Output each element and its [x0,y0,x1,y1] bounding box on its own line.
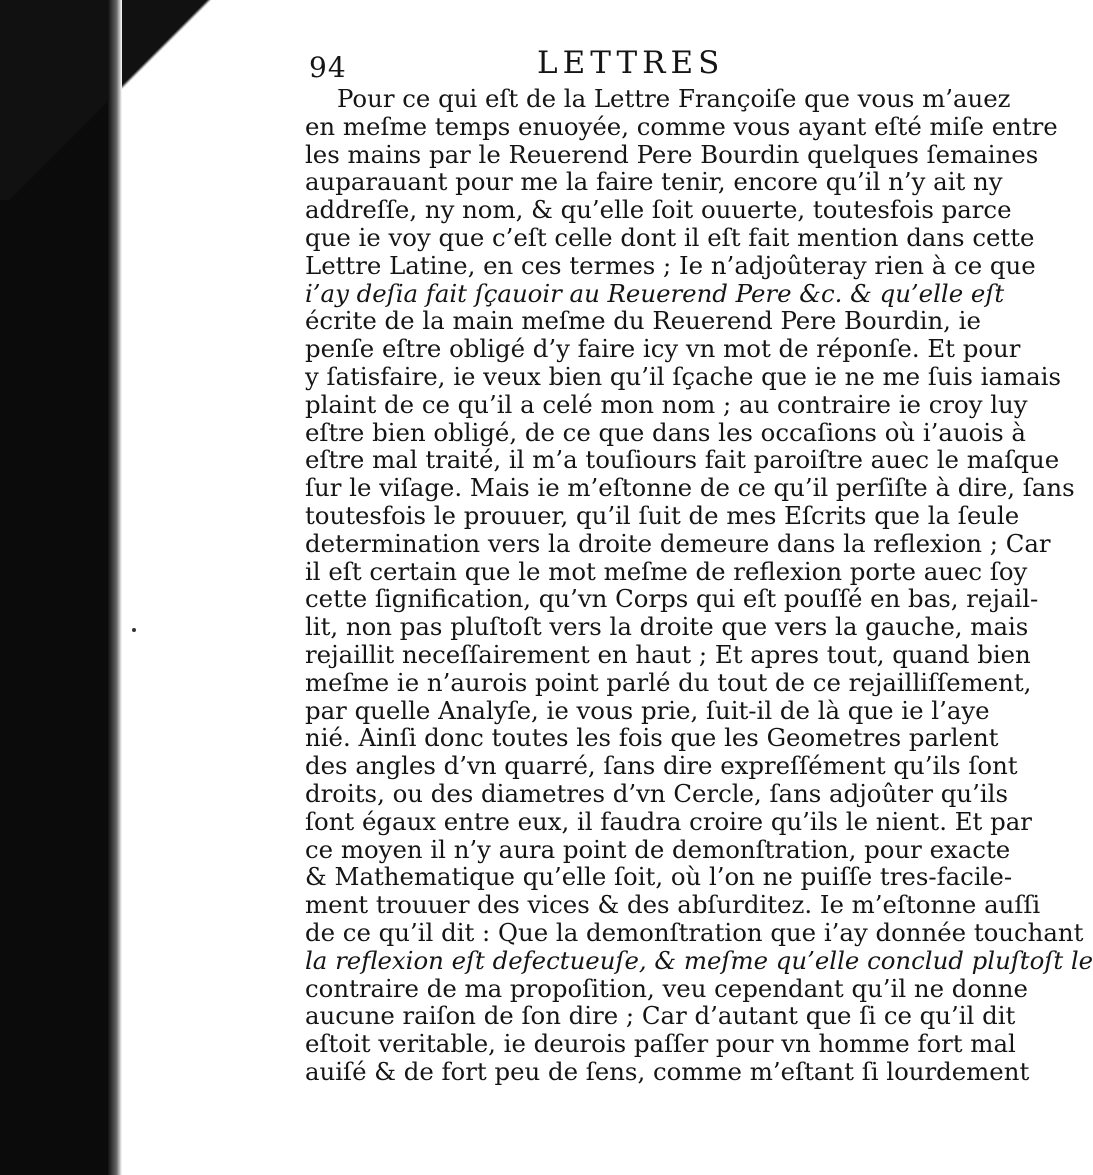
text-line: de ce qu’il dit : Que la demonſtration que i’ay donnée touchant [305,917,1084,947]
text-line: ce moyen il n’y aura point de demonſtration, pour exacte [305,834,1011,864]
text-line: ſur le viſage. Mais ie m’eſtonne de ce qu’il perſiſte à dire, ſans [305,473,1075,503]
text-line: Lettre Latine, en ces termes ; Ie n’adjoûteray rien à ce que [305,250,1036,280]
scan-shadow-corner [0,0,260,200]
text-line: la reflexion eſt defectueuſe, & meſme qu’elle conclud pluſtoſt le [305,945,1093,975]
page-header [305,45,965,85]
text-line: lit, non pas pluſtoſt vers la droite que vers la gauche, mais [305,612,1029,642]
text-line: y ſatisfaire, ie veux bien qu’il ſçache que ie ne me ſuis iamais [305,361,1061,391]
text-line: auiſé & de fort peu de ſens, comme m’eſtant ſi lourdement [305,1056,1030,1086]
text-line: toutesfois le prouuer, qu’il ſuit de mes Eſcrits que la ſeule [305,500,1020,530]
text-line: aucune raiſon de ſon dire ; Car d’autant que ſi ce qu’il dit [305,1001,1016,1031]
text-line: par quelle Analyſe, ie vous prie, ſuit-il de là que ie l’aye [305,695,990,725]
text-line: il eſt certain que le mot meſme de reflexion porte auec ſoy [305,556,1028,586]
text-line: addreſſe, ny nom, & qu’elle ſoit ouuerte, toutesfois parce [305,195,1012,225]
text-line: eſtre mal traité, il m’a touſiours fait paroiſtre auec le maſque [305,445,1060,475]
text-line: nié. Ainſi donc toutes les fois que les Geometres parlent [305,723,999,753]
text-line: des angles d’vn quarré, ſans dire expreſſément qu’ils ſont [305,751,1018,781]
page-number: 94 [309,51,347,84]
text-line: plaint de ce qu’il a celé mon nom ; au contraire ie croy luy [305,389,1028,419]
text-line: cette ſignification, qu’vn Corps qui eſt pouſſé en bas, rejail- [305,584,1039,614]
text-line: Pour ce qui eſt de la Lettre Françoiſe que vous m’auez [337,84,1011,113]
text-line: meſme ie n’aurois point parlé du tout de ce rejailliſſement, [305,667,1032,697]
text-line: i’ay deſia fait ſçauoir au Reuerend Pere &c. & qu’elle eſt [305,278,1005,308]
text-line: eſtre bien obligé, de ce que dans les occaſions où i’auois à [305,417,1026,447]
text-line: droits, ou des diametres d’vn Cercle, ſans adjoûter qu’ils [305,778,1008,808]
text-line: les mains par le Reuerend Pere Bourdin quelques ſemaines [305,139,1039,169]
text-line: & Mathematique qu’elle ſoit, où l’on ne puiſſe tres-facile- [305,862,1013,892]
running-title: LETTRES [537,45,725,81]
body-text [305,84,1093,1086]
text-line: rejaillit neceſſairement en haut ; Et apres tout, quand bien [305,639,1031,669]
text-line: determination vers la droite demeure dans la reflexion ; Car [305,528,1051,558]
text-line: contraire de ma propoſition, veu cependant qu’il ne donne [305,973,1028,1003]
stray-ink-mark [132,628,136,632]
text-line: eſtoit veritable, ie deurois paſſer pour vn homme fort mal [305,1029,1016,1059]
text-block [305,45,1093,1086]
text-line: écrite de la main meſme du Reuerend Pere Bourdin, ie [305,306,981,336]
text-line: en meſme temps enuoyée, comme vous ayant eſté miſe entre [305,111,1058,141]
text-line: penſe eſtre obligé d’y faire icy vn mot de réponſe. Et pour [305,334,1021,364]
text-line: ſont égaux entre eux, il faudra croire qu’ils le nient. Et par [305,806,1032,836]
text-line: ment trouuer des vices & des abſurditez. Ie m’eſtonne auſſi [305,890,1041,920]
text-line: auparauant pour me la faire tenir, encore qu’il n’y ait ny [305,167,1003,197]
text-line: que ie voy que c’eſt celle dont il eſt fait mention dans cette [305,222,1035,252]
paper-edge [108,0,122,1175]
